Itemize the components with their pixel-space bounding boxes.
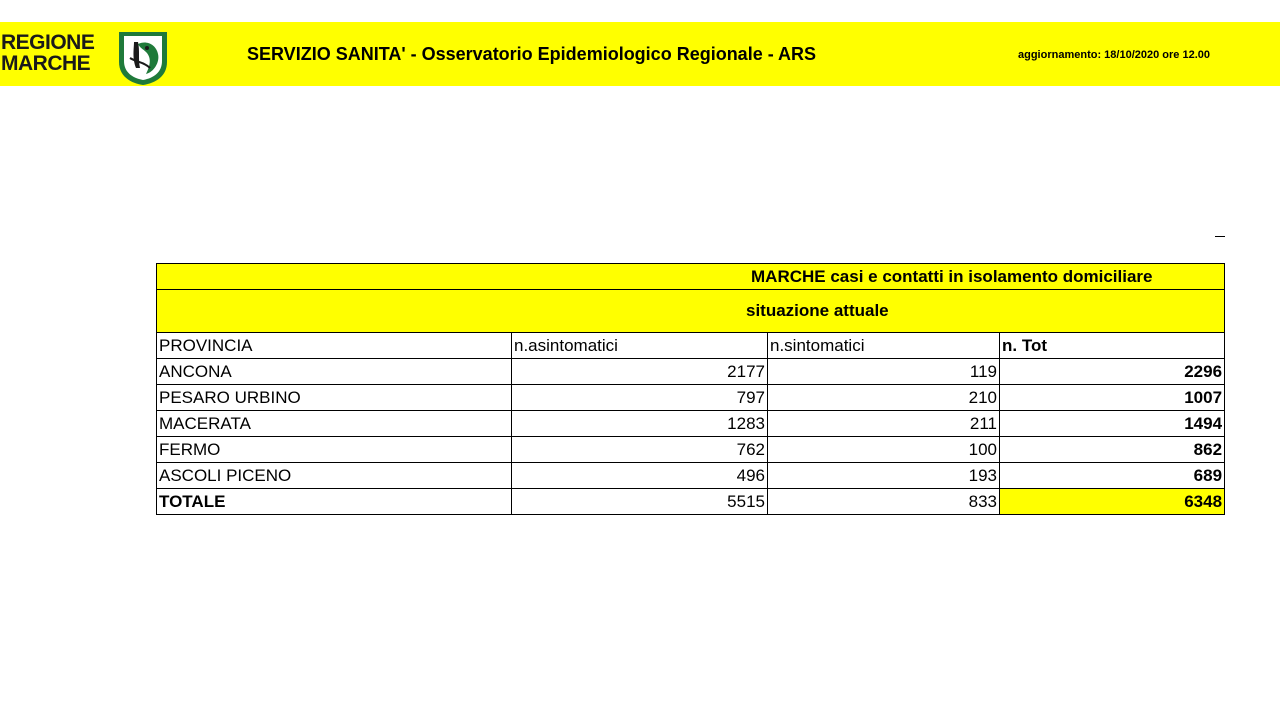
isolation-table (156, 263, 1225, 515)
table-title-row (157, 264, 1225, 290)
table-subtitle-row (157, 290, 1225, 333)
table-row (157, 385, 1225, 411)
cell-provincia: FERMO (157, 437, 512, 463)
table-subtitle: situazione attuale (157, 290, 1225, 333)
cell-asintomatici: 1283 (512, 411, 768, 437)
cell-asintomatici: 496 (512, 463, 768, 489)
total-label: TOTALE (157, 489, 512, 515)
cell-tot: 689 (1000, 463, 1225, 489)
cell-sintomatici: 210 (768, 385, 1000, 411)
total-sintomatici: 833 (768, 489, 1000, 515)
cell-sintomatici: 119 (768, 359, 1000, 385)
cell-sintomatici: 211 (768, 411, 1000, 437)
total-asintomatici: 5515 (512, 489, 768, 515)
cell-provincia: PESARO URBINO (157, 385, 512, 411)
cell-provincia: ASCOLI PICENO (157, 463, 512, 489)
cell-sintomatici: 193 (768, 463, 1000, 489)
header-sintomatici: n.sintomatici (768, 333, 1000, 359)
table-row (157, 463, 1225, 489)
cell-tot: 1007 (1000, 385, 1225, 411)
column-header-row (157, 333, 1225, 359)
table-row (157, 437, 1225, 463)
total-tot: 6348 (1000, 489, 1225, 515)
cell-tot: 1494 (1000, 411, 1225, 437)
cell-asintomatici: 2177 (512, 359, 768, 385)
banner-title: SERVIZIO SANITA' - Osservatorio Epidemiologico Regionale - ARS (247, 44, 817, 64)
cell-tot: 2296 (1000, 359, 1225, 385)
header-banner (0, 22, 1280, 86)
regione-marche-logo (0, 28, 175, 82)
regione-seal-icon (116, 28, 170, 86)
cell-provincia: ANCONA (157, 359, 512, 385)
table-title: MARCHE casi e contatti in isolamento domiciliare (157, 264, 1225, 290)
cell-tot: 862 (1000, 437, 1225, 463)
logo-line-1: REGIONE (1, 31, 95, 54)
dash-mark (1215, 236, 1225, 237)
table-row (157, 359, 1225, 385)
total-row (157, 489, 1225, 515)
logo-text (1, 32, 94, 74)
header-asintomatici: n.asintomatici (512, 333, 768, 359)
header-tot: n. Tot (1000, 333, 1225, 359)
update-timestamp: aggiornamento: 18/10/2020 ore 12.00 (1018, 49, 1210, 61)
cell-asintomatici: 797 (512, 385, 768, 411)
table-row (157, 411, 1225, 437)
cell-provincia: MACERATA (157, 411, 512, 437)
header-provincia: PROVINCIA (157, 333, 512, 359)
logo-line-2: MARCHE (1, 52, 91, 75)
cell-asintomatici: 762 (512, 437, 768, 463)
cell-sintomatici: 100 (768, 437, 1000, 463)
